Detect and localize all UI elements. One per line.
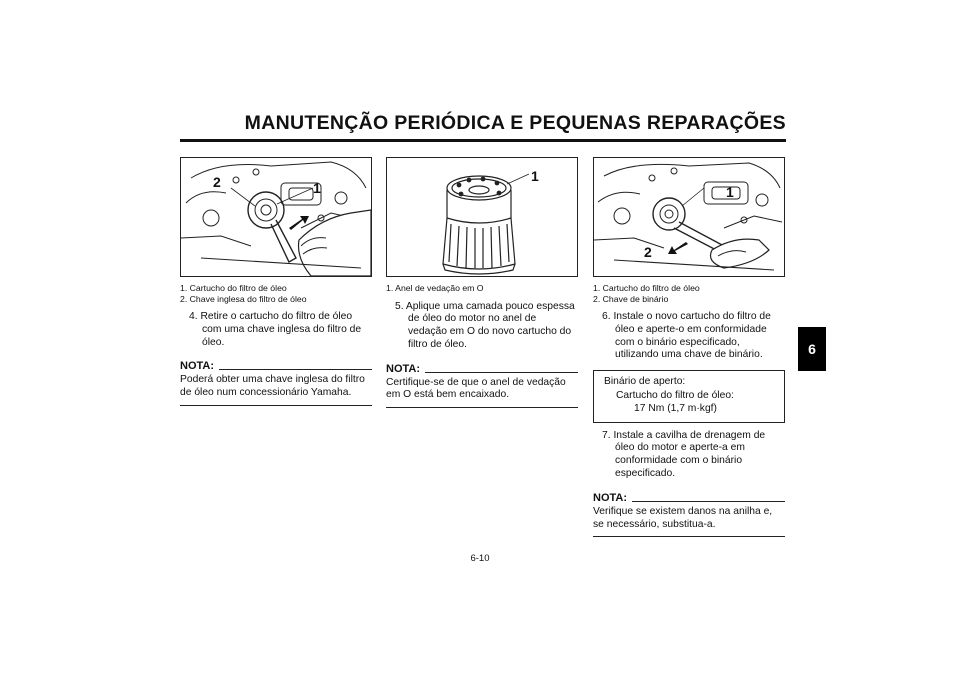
spec-item: Cartucho do filtro de óleo: xyxy=(616,389,734,401)
caption-line: 2. Chave inglesa do filtro de óleo xyxy=(180,293,307,304)
step-6: 6. Instale o novo cartucho do filtro de óleo e aperte-o em conformidade com o binário especificado, utilizando uma chave de binário. xyxy=(602,311,771,361)
torque-wrench-illustration xyxy=(594,158,784,276)
torque-spec-box xyxy=(593,370,785,423)
nota-heading xyxy=(180,360,372,372)
callout-1: 1 xyxy=(313,180,321,196)
step-5: 5. Aplique uma camada pouco espessa de óleo do motor no anel de vedação em O do novo cartucho do filtro de óleo. xyxy=(395,300,575,350)
column-2 xyxy=(386,157,578,408)
nota-heading xyxy=(593,492,785,504)
nota-text: Certifique-se de que o anel de vedação em O está bem encaixado. xyxy=(386,377,578,409)
column-3 xyxy=(593,157,785,537)
nota-label: NOTA: xyxy=(386,362,421,375)
nota-label: NOTA: xyxy=(180,360,215,373)
caption-line: 1. Anel de vedação em O xyxy=(386,283,484,293)
caption-line: 1. Cartucho do filtro de óleo xyxy=(593,283,700,293)
page-number: 6-10 xyxy=(470,553,490,564)
nota-label: NOTA: xyxy=(593,491,628,504)
figure-caption xyxy=(593,283,785,304)
section-tab: 6 xyxy=(798,327,826,371)
step-4: 4. Retire o cartucho do filtro de óleo com uma chave inglesa do filtro de óleo. xyxy=(189,311,362,348)
nota-heading xyxy=(386,363,578,375)
callout-1: 1 xyxy=(726,184,734,200)
nota-text: Poderá obter uma chave inglesa do filtro de óleo num concessionário Yamaha. xyxy=(180,374,372,406)
figure-remove-cartridge xyxy=(180,157,372,277)
caption-line: 2. Chave de binário xyxy=(593,293,669,304)
engine-wrench-illustration xyxy=(181,158,371,276)
figure-caption xyxy=(386,283,578,294)
step-7: 7. Instale a cavilha de drenagem de óleo do motor e aperte-a em conformidade com o binário especificado. xyxy=(602,429,766,480)
figure-o-ring xyxy=(386,157,578,277)
figure-caption xyxy=(180,283,372,304)
caption-line: 1. Cartucho do filtro de óleo xyxy=(180,283,287,293)
column-1 xyxy=(180,157,372,406)
nota-text: Verifique se existem danos na anilha e, se necessário, substitua-a. xyxy=(593,506,785,538)
callout-1: 1 xyxy=(531,168,539,184)
title-rule xyxy=(180,139,786,142)
oil-filter-illustration xyxy=(387,158,577,276)
callout-2: 2 xyxy=(644,244,652,260)
spec-value: 17 Nm (1,7 m·kgf) xyxy=(634,403,717,415)
callout-2: 2 xyxy=(213,174,221,190)
page-title: MANUTENÇÃO PERIÓDICA E PEQUENAS REPARAÇÕES xyxy=(244,112,786,134)
figure-install-cartridge xyxy=(593,157,785,277)
spec-heading: Binário de aperto: xyxy=(604,376,686,388)
